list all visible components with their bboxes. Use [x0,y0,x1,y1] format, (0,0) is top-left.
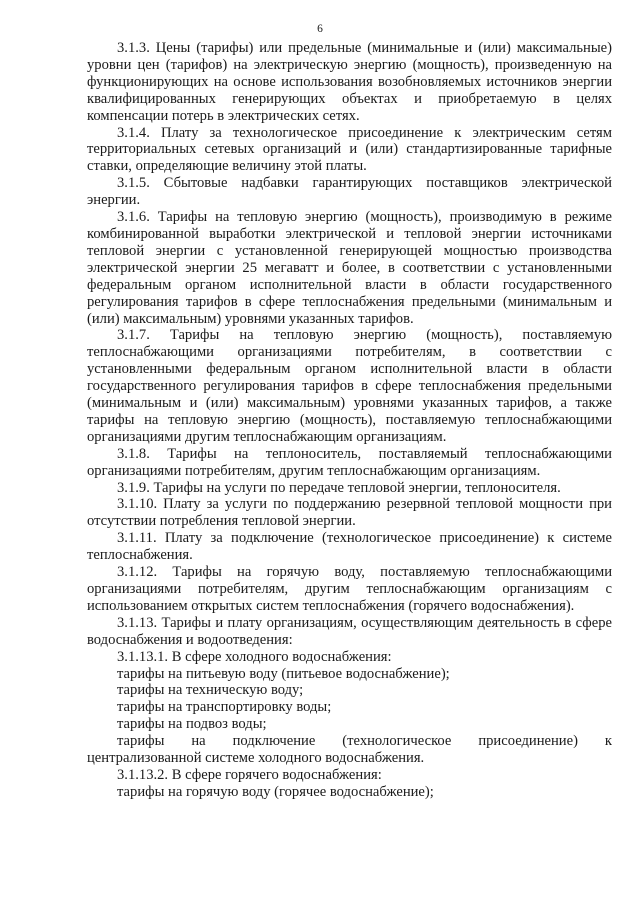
paragraph-3-1-12: 3.1.12. Тарифы на горячую воду, поставляемую теплоснабжающими организациями потребителям, другим теплоснабжающим организациям с использованием открытых систем теплоснабжения (горячего водоснабжения). [87,564,612,614]
paragraph-3-1-13-1: 3.1.13.1. В сфере холодного водоснабжения: [117,648,392,665]
list-item-hot-water: тарифы на горячую воду (горячее водоснабжение); [117,783,434,800]
paragraph-3-1-9: 3.1.9. Тарифы на услуги по передаче тепловой энергии, теплоносителя. [117,479,561,496]
list-item-drinking-water: тарифы на питьевую воду (питьевое водоснабжение); [117,665,450,682]
list-item-cold-water-connection: тарифы на подключение (технологическое присоединение) к централизованной системе холодного водоснабжения. [87,733,612,767]
paragraph-3-1-8: 3.1.8. Тарифы на теплоноситель, поставляемый теплоснабжающими организациями потребителям, другим теплоснабжающим организациям. [87,445,612,479]
page-number: 6 [317,23,323,35]
paragraph-3-1-13-2: 3.1.13.2. В сфере горячего водоснабжения: [117,766,382,783]
paragraph-3-1-5: 3.1.5. Сбытовые надбавки гарантирующих поставщиков электрической энергии. [87,175,612,209]
list-item-water-transport: тарифы на транспортировку воды; [117,699,332,716]
list-item-water-delivery: тарифы на подвоз воды; [117,716,267,733]
paragraph-3-1-10: 3.1.10. Плату за услуги по поддержанию резервной тепловой мощности при отсутствии потребления тепловой энергии. [87,496,612,530]
list-item-technical-water: тарифы на техническую воду; [117,682,304,699]
paragraph-3-1-6: 3.1.6. Тарифы на тепловую энергию (мощность), производимую в режиме комбинированной выработки электрической и тепловой энергии источниками тепловой энергии с установленной генерирующей мощностью производства электрической энергии 25 мегаватт и более, в соответствии с установленными федеральным органом исполнительной власти в области государственного регулирования тарифов в сфере теплоснабжения предельными (минимальным и (или) максимальным) уровнями указанных тарифов. [87,209,612,327]
paragraph-3-1-7: 3.1.7. Тарифы на тепловую энергию (мощность), поставляемую теплоснабжающими организациями потребителям, в соответствии с установленными федеральным органом исполнительной власти в области государственного регулирования тарифов в сфере теплоснабжения предельными (минимальным и (или) максимальным) уровнями указанных тарифов, а также тарифы на тепловую энергию (мощность), поставляемую теплоснабжающими организациями другим теплоснабжающим организациям. [87,327,612,445]
paragraph-3-1-4: 3.1.4. Плату за технологическое присоединение к электрическим сетям территориальных сетевых организаций и (или) стандартизированные тарифные ставки, определяющие величину этой платы. [87,124,612,175]
paragraph-3-1-11: 3.1.11. Плату за подключение (технологическое присоединение) к системе теплоснабжения. [87,530,612,564]
paragraph-3-1-3: 3.1.3. Цены (тарифы) или предельные (минимальные и (или) максимальные) уровни цен (тарифов) на электрическую энергию (мощность), произведенную на функционирующих на основе использования возобновляемых источников энергии квалифицированных генерирующих объектах и приобретаемую в целях компенсации потерь в электрических сетях. [87,40,612,124]
document-body [87,40,612,801]
paragraph-3-1-13: 3.1.13. Тарифы и плату организациям, осуществляющим деятельность в сфере водоснабжения и водоотведения: [87,614,612,648]
